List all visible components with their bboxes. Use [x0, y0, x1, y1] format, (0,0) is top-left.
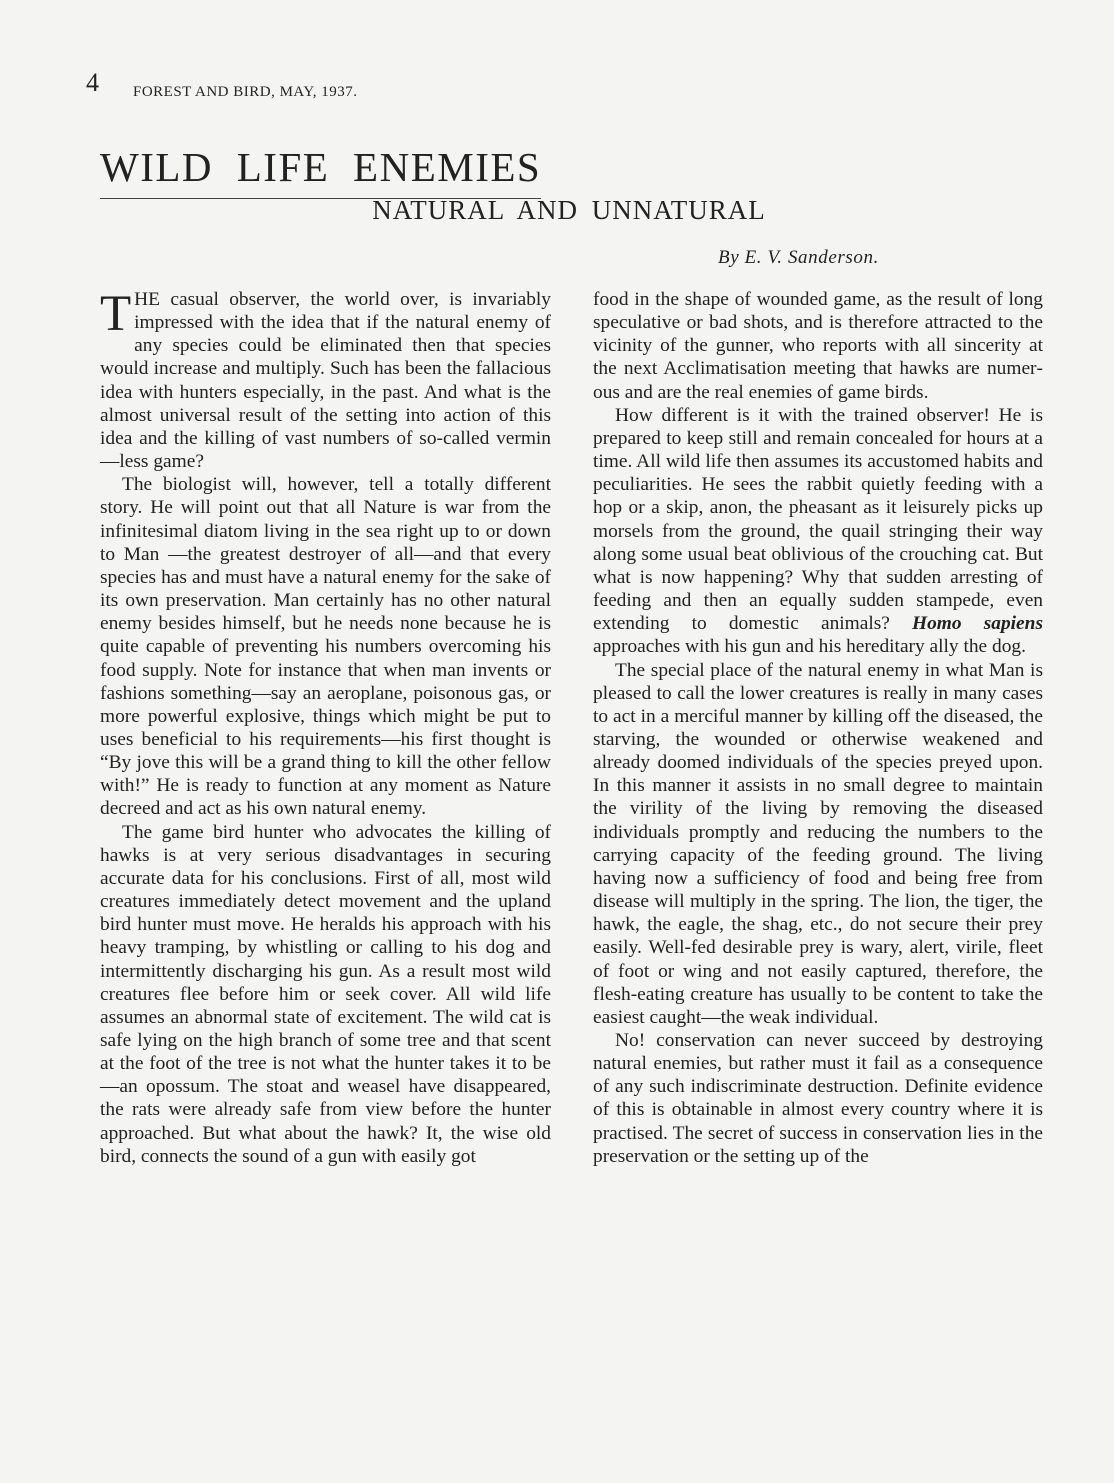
paragraph-4: food in the shape of wounded game, as the result of long speculative or bad shots, and is therefore attracted to the vicinity of the gunner, who reports with all sincerity at the next Acclimatisation meeting that hawks are numerous and are the real enemies of game birds.: [593, 289, 1043, 403]
paragraph-5-text-a: How different is it with the trained observer! He is prepared to keep still and remain concealed for hours at a time. All wild life then assumes its accustomed habits and peculiarities. He sees the rabbit quietly feeding with a hop or a skip, anon, the pheasant as it leisurely picks up morsels from the ground, the quail stringing their way along some usual beat oblivious of the crouching cat. But what is now happening? Why that sudden arresting of feeding and then an equally sudden stampede, even extending to domestic animals?: [593, 404, 1043, 635]
paragraph-3: The game bird hunter who advocates the killing of hawks is at very serious disadvantages in securing accurate data for his conclusions. First of all, most wild creatures immediately detect movement and the upland bird hunter must move. He heralds his approach with his heavy tramping, by whistling or calling to his dog and intermittently discharging his gun. As a result most wild creatures flee before him or seek cover. All wild life assumes an abnormal state of excitement. The wild cat is safe lying on the high branch of some tree and that scent at the foot of the tree is not what the hunter takes it to be—an opossum. The stoat and weasel have disappeared, the rats were already safe from view before the hunter approached. But what about the hawk? It, the wise old bird, connects the sound of a gun with easily got: [100, 821, 551, 1167]
paragraph-5-text-b: approaches with his gun and his hereditary ally the dog.: [593, 636, 1026, 658]
drop-cap: T: [100, 286, 132, 342]
running-head: FOREST AND BIRD, MAY, 1937.: [133, 84, 358, 100]
page-number: 4: [86, 68, 99, 97]
paragraph-1-text: HE casual observer, the world over, is invariably impressed with the idea that if the natural enemy of any species could be eliminated then that species would increase and multiply. Such has been the fallacious idea with hunters especially, in the past. And what is the almost universal result of the setting into action of this idea and the killing of vast numbers of so-called vermin—less game?: [100, 289, 551, 473]
paragraph-5: [593, 404, 1043, 659]
article-title: WILD LIFE ENEMIES: [100, 147, 541, 199]
article-byline: By E. V. Sanderson.: [718, 247, 879, 268]
paragraph-7: No! conservation can never succeed by destroying natural enemies, but rather must it fail as a consequence of any such indiscriminate destruction. Definite evidence of this is obtainable in almost every country where it is practised. The secret of success in conservation lies in the preservation or the setting up of the: [593, 1030, 1043, 1167]
left-column: [100, 288, 551, 1168]
homo-sapiens-emphasis: Homo sapiens: [912, 613, 1043, 635]
right-column: [593, 288, 1043, 1168]
paragraph-2: The biologist will, however, tell a totally different story. He will point out that all Nature is war from the infinitesimal diatom living in the sea right up to or down to Man —the greatest destroyer of all—and that every species has and must have a natural enemy for the sake of its own preservation. Man certainly has no other natural enemy besides himself, but he needs none because he is quite capable of preventing his numbers overcoming his food supply. Note for instance that when man invents or fashions something—say an aeroplane, poisonous gas, or more powerful explosive, things which might be put to uses beneficial to his requirements—his first thought is “By jove this will be a grand thing to kill the other fellow with!” He is ready to function at any moment as Nature decreed and act as his own natural enemy.: [100, 474, 551, 820]
paragraph-1: [100, 288, 551, 473]
paragraph-6: The special place of the natural enemy in what Man is pleased to call the lower creatures is really in many cases to act in a merciful manner by killing off the diseased, the starving, the wounded or otherwise weakened and already doomed individuals of the species preyed upon. In this manner it assists in no small degree to maintain the virility of the living by removing the diseased individuals promptly and reducing the numbers to the carrying capacity of the feeding ground. The living having now a sufficiency of food and being free from disease will multiply in the spring. The lion, the tiger, the hawk, the eagle, the shag, etc., do not secure their prey easily. Well-fed desirable prey is wary, alert, virile, fleet of foot or wing and not easily captured, therefore, the flesh-eating creature has usually to be content to take the easiest caught—the weak individual.: [593, 659, 1043, 1028]
article-subtitle: NATURAL AND UNNATURAL: [372, 195, 766, 225]
